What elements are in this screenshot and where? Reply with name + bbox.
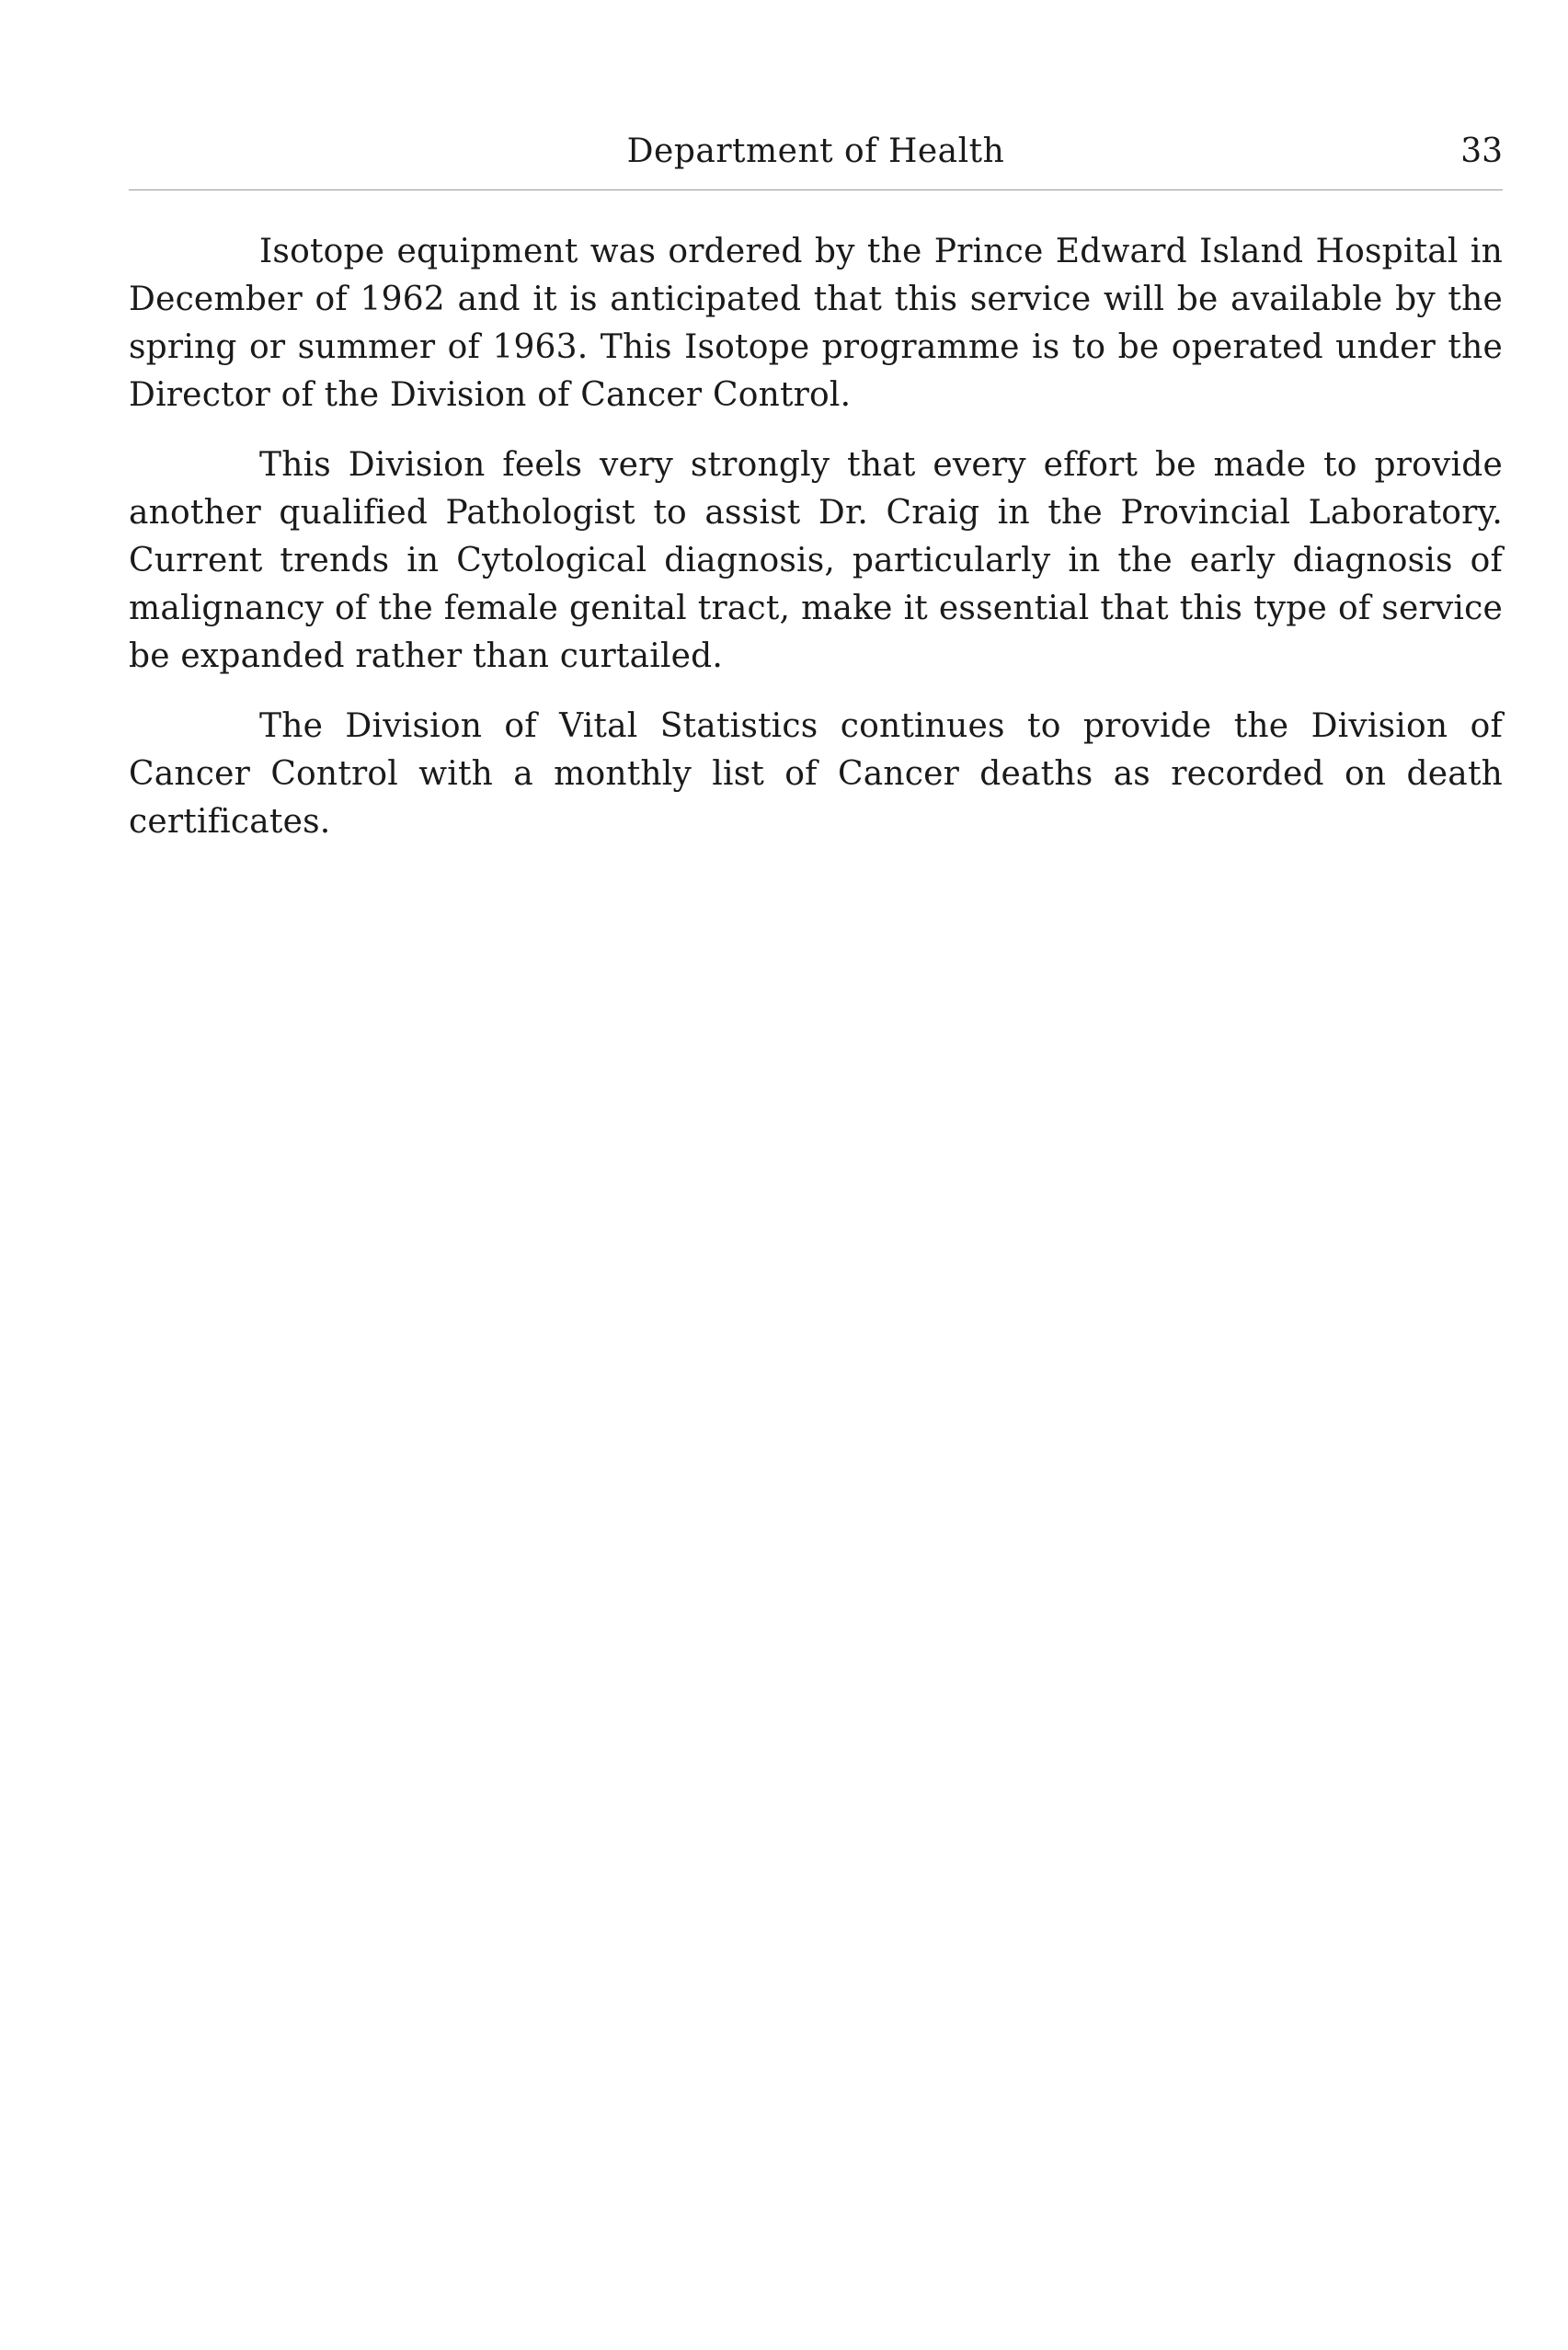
paragraph-vital-statistics: The Division of Vital Statistics continues to provide the Division of Cancer Control with a monthly list of Cancer deaths as recorded on death certificates. (129, 707, 1503, 841)
header-rule (129, 189, 1503, 190)
page-number: 33 (1460, 132, 1503, 170)
body-text (129, 228, 1503, 868)
running-header (129, 124, 1503, 179)
running-title: Department of Health (626, 132, 1005, 170)
paragraph-pathologist: This Division feels very strongly that every effort be made to provide another qualified Pathologist to assist Dr. Craig in the Provincial Laboratory. Current trends in Cytological diagnosis, particularly in the early diagnosis of malignancy of the female genital tract, make it essential that this type of service be expanded rather than curtailed. (129, 446, 1503, 675)
paragraph-isotope-equipment: Isotope equipment was ordered by the Prince Edward Island Hospital in December of 1962 and it is anticipated that this service will be available by the spring or summer of 1963. This Isotope programme is to be operated under the Director of the Division of Cancer Control. (129, 233, 1503, 414)
